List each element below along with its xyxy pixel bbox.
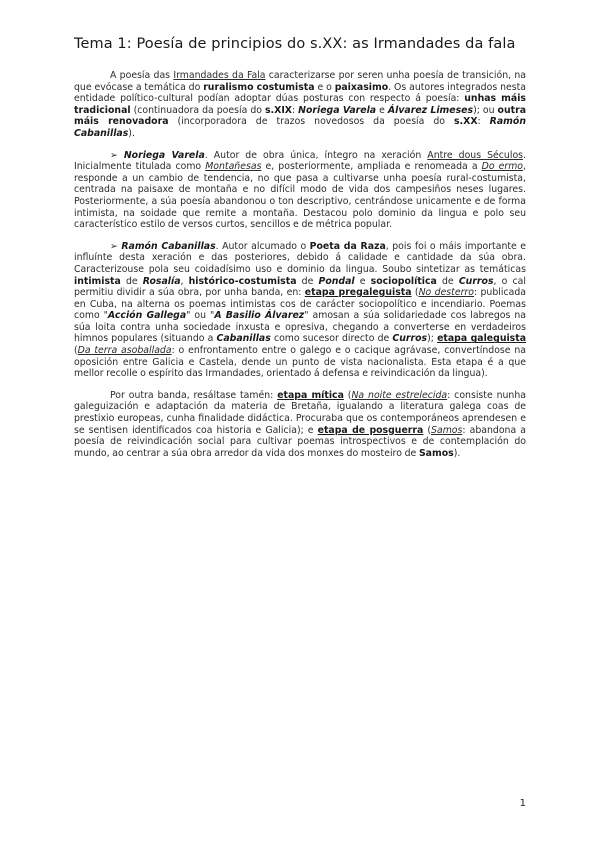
- emphasis-bold: sociopolítica: [370, 275, 437, 287]
- emphasis-italic-underline: No desterro: [418, 287, 474, 299]
- text-run: : consiste nunha galeguización e adaptación da materia de Bretaña, igualando a literatura galega coas de prestixio europeas, cunha finalidade didáctica. Procuraba que os contemporáneos aprendesen e se sentisen identificados coa historia e Galicia); e: [74, 389, 526, 436]
- text-run: como sucesor directo de: [270, 333, 393, 345]
- text-run: ); ou: [473, 104, 498, 116]
- emphasis-bold: histórico-costumista: [188, 275, 297, 287]
- emphasis-italic-underline: Do ermo: [481, 161, 524, 173]
- emphasis-bold-italic: A Basilio Álvarez: [214, 310, 305, 322]
- text-run: (: [74, 345, 78, 357]
- emphasis-bold-italic: Ramón Cabanillas: [121, 240, 216, 252]
- text-run: " ou ": [186, 310, 215, 322]
- emphasis-bold: intimista: [74, 275, 121, 287]
- text-run: (: [343, 389, 352, 401]
- emphasis-bold: Samos: [418, 447, 454, 459]
- text-run: :: [477, 116, 490, 128]
- text-run: caracterizarse por seren unha poesía de transición, na que evócase a temática do: [74, 70, 527, 93]
- text-run: :: [292, 104, 299, 116]
- emphasis-bold: s.XIX: [265, 104, 292, 116]
- text-run: , o cal permitiu dividir a súa obra, por unha banda, en:: [74, 275, 526, 299]
- text-run: e: [376, 104, 388, 116]
- emphasis-bold: Poeta da Raza: [309, 240, 386, 252]
- text-run: ,: [180, 275, 189, 287]
- paragraph-ramon-cabanillas: [74, 241, 526, 380]
- text-run: (incorporadora de trazos novedosos da poesía do: [168, 116, 454, 128]
- emphasis-bold: s.XX: [454, 116, 478, 128]
- emphasis-underline: Antre dous Séculos: [427, 149, 524, 161]
- emphasis-bold-underline: etapa de posguerra: [317, 424, 424, 436]
- emphasis-bold: outra máis renovadora: [74, 104, 526, 128]
- text-run: de: [436, 275, 459, 287]
- emphasis-bold-italic: Curros: [392, 333, 428, 345]
- document-title: Tema 1: Poesía de principios do s.XX: as Irmandades da fala: [74, 36, 516, 52]
- emphasis-bold-italic: Pondal: [318, 275, 355, 287]
- emphasis-italic-underline: Na noite estrelecida: [351, 389, 448, 401]
- emphasis-bold-underline: etapa galeguista: [437, 333, 527, 345]
- emphasis-bold-italic: Acción Gallega: [107, 310, 187, 322]
- emphasis-bold-italic: Noriega Varela: [123, 149, 205, 161]
- text-run: , responde a un cambio de tendencia, no que pasa a cultivarse unha poesía rural-costumista, centrada na paisaxe de montaña e no difícil modo de vida dos campesiños neses lugares. Posteriormente, a súa poesía abandonou o ton descriptivo, centrándose unicamente e de forma intimista, na soidade que remite a montaña. Destacou polo dominio da lingua e polo seu característico estilo de versos curtos, sencillos e de métrica popular.: [74, 161, 526, 231]
- text-run: Por outra banda, resáltase tamén:: [110, 389, 278, 401]
- text-run: ).: [453, 447, 461, 459]
- arrow-bullet-icon: ➢: [110, 149, 124, 161]
- paragraph-intro: [74, 70, 526, 140]
- paragraph-later-stages: [74, 390, 526, 460]
- emphasis-bold-italic: Rosalía: [142, 275, 181, 287]
- emphasis-bold-underline: etapa pregaleguista: [304, 287, 412, 299]
- text-run: . Autor alcumado o: [215, 240, 310, 252]
- emphasis-italic-underline: Montañesas: [205, 161, 262, 173]
- text-run: " amosan a súa solidariedade cos labregos na súa loita contra unha sociedade inxusta e opresiva, chegando a converterse en verdadeiros himnos populares (situando a: [74, 310, 526, 345]
- text-run: (continuadora da poesía do: [130, 104, 265, 116]
- page-number: 1: [519, 798, 526, 809]
- emphasis-bold-italic: Curros: [458, 275, 494, 287]
- emphasis-bold-underline: etapa mítica: [277, 389, 344, 401]
- text-run: . Autor de obra única, íntegro na xeración: [204, 149, 428, 161]
- text-run: A poesía das: [110, 70, 174, 81]
- emphasis-bold-italic: Ramón Cabanillas: [74, 116, 526, 139]
- emphasis-bold: unhas máis tradicional: [74, 93, 526, 116]
- emphasis-bold-italic: Cabanillas: [216, 333, 271, 345]
- emphasis-italic-underline: Samos: [431, 424, 463, 436]
- text-run: (: [411, 287, 419, 299]
- text-run: de: [296, 275, 319, 287]
- text-run: );: [427, 333, 438, 345]
- emphasis-bold-italic: Álvarez Limeses: [387, 104, 474, 116]
- text-run: e: [354, 275, 371, 287]
- text-run: : abandona a poesía de reivindicación social para cultivar poemas introspectivos e de contemplación do mundo, ao centrar a súa obra arredor da vida dos monxes do mosteiro de: [74, 424, 526, 459]
- emphasis-bold: ruralismo costumista: [203, 81, 315, 93]
- document-body: [74, 70, 526, 459]
- text-run: de: [120, 275, 143, 287]
- text-run: : publicada en Cuba, na alterna os poemas intimistas cos de carácter sociopolítico e incendiario. Poemas como ": [74, 287, 526, 322]
- text-run: . Os autores integrados nesta entidade político-cultural podían adoptar dúas posturas con respecto á poesía:: [74, 81, 526, 105]
- emphasis-italic-underline: Da terra asoballada: [77, 345, 172, 357]
- emphasis-underline: Irmandades da Fala: [173, 70, 266, 81]
- text-run: e, posteriormente, ampliada e renomeada a: [261, 161, 482, 173]
- text-run: ).: [128, 127, 135, 139]
- arrow-bullet-icon: ➢: [110, 240, 122, 252]
- emphasis-bold-italic: Noriega Varela: [298, 104, 377, 116]
- text-run: : o enfrontamento entre o galego e o cacique agrávase, convertíndose na oposición entre Galicia e Castela, dende un punto de vista nacionalista. Esta etapa é a que mellor recolle o espírito das Irmandades, orientado á defensa e reivindicación da lingua).: [74, 345, 526, 380]
- emphasis-bold: paixasimo: [334, 81, 389, 93]
- text-run: (: [423, 424, 432, 436]
- text-run: . Inicialmente titulada como: [74, 149, 527, 173]
- paragraph-noriega-varela: [74, 150, 526, 231]
- text-run: , pois foi o máis importante e influínte desta xeración e das posteriores, debido á calidade e cantidade da súa obra. Caracterizouse pola seu coidadísimo uso e dominio da lingua. Soubo sintetizar as temáticas: [74, 240, 527, 275]
- text-run: e o: [314, 81, 335, 93]
